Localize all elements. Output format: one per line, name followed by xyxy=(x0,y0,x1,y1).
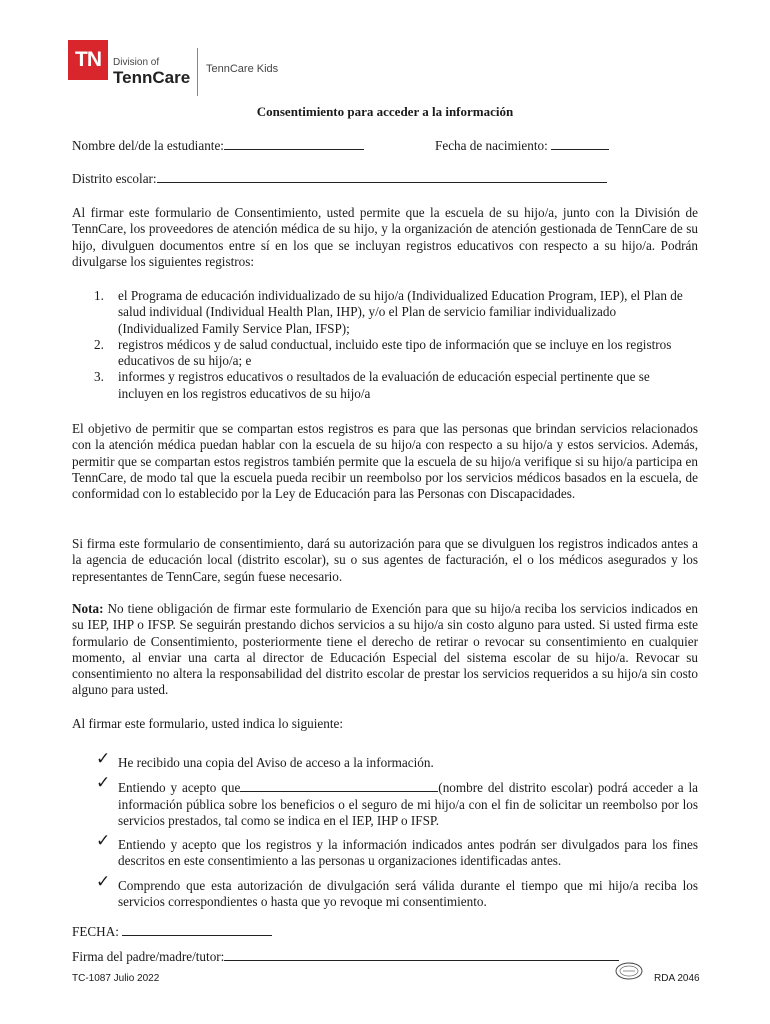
logo-divider xyxy=(197,48,198,96)
list-item: 1. el Programa de educación individualizado de su hijo/a (Individualized Education Program, IEP), el Plan de salud individual (Individual Health Plan, IHP), y/o el Plan de servicio familiar individualizado (Individualized Family Service Plan, IFSP); xyxy=(94,288,683,336)
check-item: ✓ Entiendo y acepto que (nombre del distrito escolar) podrá acceder a la información pública sobre los beneficios o el seguro de mi hijo/a con el fin de solicitar un reembolso por los servicios prestados, tal como se indica en el IEP, IHP o IFSP. xyxy=(96,773,698,828)
check-item: ✓ He recibido una copia del Aviso de acceso a la información. xyxy=(96,749,434,770)
district-field[interactable] xyxy=(157,170,607,183)
intro-paragraph: Al firmar este formulario de Consentimiento, usted permite que la escuela de su hijo/a, junto con la División de TennCare, los proveedores de atención médica de su hijo, y la organización de atención gestionada de TennCare de su hijo, divulguen documentos entre sí en los que se incluyan registros educativos con respecto a su hijo/a. Podrán divulgarse los siguientes registros: xyxy=(72,205,698,269)
page-title: Consentimiento para acceder a la información xyxy=(256,104,514,119)
authorization-paragraph: Si firma este formulario de consentimiento, dará su autorización para que se divulguen los registros indicados antes a la agencia de educación local (distrito escolar), su o sus agentes de facturación, el o los médicos asegurados y los representantes de TennCare, según fuese necesario. xyxy=(72,536,698,584)
date-field[interactable] xyxy=(122,923,272,936)
acknowledgement-checklist xyxy=(96,749,698,918)
logo-tenncare-kids: TennCare Kids xyxy=(206,63,279,75)
state-seal-icon xyxy=(614,962,644,980)
checkmark-icon: ✓ xyxy=(96,749,111,769)
signer-label: Firma del padre/madre/tutor: xyxy=(72,949,225,964)
date-label: FECHA: xyxy=(72,924,119,939)
signing-intro: Al firmar este formulario, usted indica lo siguiente: xyxy=(72,716,344,731)
list-item: 3. informes y registros educativos o resultados de la evaluación de educación especial pertinente que se incluyen en los registros educativos de su hijo/a xyxy=(94,369,650,401)
tenncare-logo xyxy=(68,40,190,100)
form-id: TC-1087 Julio 2022 xyxy=(72,973,160,984)
district-name-field[interactable] xyxy=(240,779,438,792)
checkmark-icon: ✓ xyxy=(96,831,111,852)
district-row xyxy=(72,170,607,187)
note-text: No tiene obligación de firmar este formulario de Exención para que su hijo/a reciba los servicios indicados en su IEP, IHP o IFSP. Se seguirán prestando dichos servicios a su hijo/a sin costo alguno para usted. Si usted firma este formulario de Consentimiento, posteriormente tiene el derecho de retirar o revocar su consentimiento en cualquier momento, al enviar una carta al director de Educación Especial del sistema escolar de su hijo/a. Revocar su consentimiento no altera la responsabilidad del distrito escolar de prestar los servicios requeridos a su hijo/a sin costo alguno para usted. xyxy=(72,601,698,698)
dob-row xyxy=(435,137,609,154)
note-label: Nota: xyxy=(72,601,104,616)
note-paragraph xyxy=(72,601,698,699)
list-item: 2. registros médicos y de salud conductual, incluido este tipo de información que se incluye en los registros educativos de su hijo/a; e xyxy=(94,336,672,369)
student-name-field[interactable] xyxy=(224,137,364,150)
signature-field[interactable] xyxy=(224,948,619,961)
checkmark-icon: ✓ xyxy=(96,773,111,794)
tn-logo-mark: TN xyxy=(68,40,108,80)
dob-field[interactable] xyxy=(551,137,609,150)
records-list xyxy=(72,288,698,402)
date-row xyxy=(72,923,272,940)
purpose-paragraph: El objetivo de permitir que se compartan estos registros es para que las personas que brindan servicios relacionados con la atención médica puedan hablar con la escuela de su hijo/a con respecto a su hijo/a y estos servicios. Además, permitir que se compartan estos registros también permite que la escuela de su hijo/a verifique si su hijo/a participa en TennCare, de modo tal que la escuela pueda recibir un reembolso por los servicios médicos basados en la escuela, de conformidad con lo establecido por la Ley de Educación para las Personas con Discapacidades. xyxy=(72,421,698,502)
checkmark-icon: ✓ xyxy=(96,871,111,892)
student-name-row xyxy=(72,137,364,154)
signer-row xyxy=(72,948,619,965)
check-item: ✓ Comprendo que esta autorización de divulgación será válida durante el tiempo que mi hijo/a reciba los servicios correspondientes o hasta que yo revoque mi consentimiento. xyxy=(96,871,698,910)
rda-code: RDA 2046 xyxy=(654,973,700,984)
dob-label: Fecha de nacimiento: xyxy=(435,138,548,153)
logo-division-text: Division of xyxy=(113,57,160,68)
logo-tenncare-text: TennCare xyxy=(113,68,191,87)
district-label: Distrito escolar: xyxy=(72,171,157,186)
student-name-label: Nombre del/de la estudiante: xyxy=(72,138,224,153)
check-item: ✓ Entiendo y acepto que los registros y la información indicados antes podrán ser divulgados para los fines descritos en este consentimiento a las personas u organizaciones identificadas antes. xyxy=(96,831,698,869)
